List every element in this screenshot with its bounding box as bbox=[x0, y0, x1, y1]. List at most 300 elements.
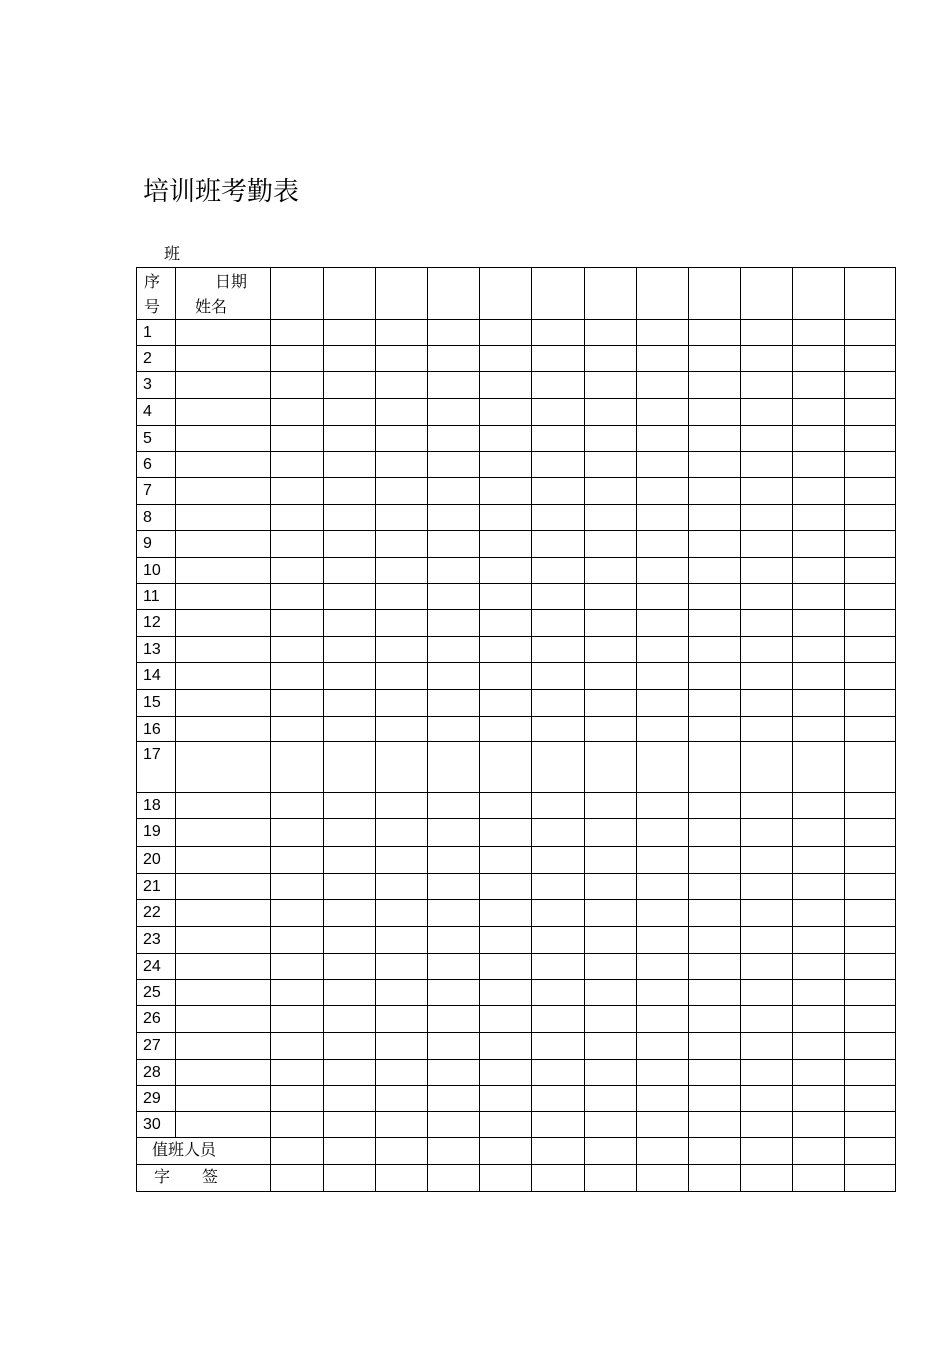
attendance-cell bbox=[636, 320, 688, 346]
name-cell[interactable] bbox=[176, 505, 271, 531]
attendance-cell bbox=[271, 452, 324, 478]
attendance-cell bbox=[271, 900, 324, 927]
attendance-cell bbox=[324, 478, 376, 505]
attendance-cell bbox=[792, 874, 844, 900]
attendance-cell bbox=[688, 637, 740, 663]
attendance-cell bbox=[376, 819, 428, 847]
attendance-cell bbox=[688, 742, 740, 793]
attendance-cell bbox=[271, 1006, 324, 1033]
attendance-cell bbox=[324, 399, 376, 426]
attendance-cell bbox=[271, 1112, 324, 1138]
attendance-cell bbox=[792, 637, 844, 663]
attendance-cell bbox=[271, 320, 324, 346]
attendance-cell bbox=[532, 531, 584, 558]
attendance-cell bbox=[584, 372, 636, 399]
attendance-cell bbox=[792, 452, 844, 478]
attendance-cell bbox=[271, 847, 324, 874]
attendance-cell bbox=[844, 610, 895, 637]
duty-cell bbox=[584, 1138, 636, 1165]
row-number: 10 bbox=[137, 558, 176, 584]
attendance-cell bbox=[844, 531, 895, 558]
attendance-cell bbox=[428, 819, 480, 847]
name-cell[interactable] bbox=[176, 1006, 271, 1033]
attendance-cell bbox=[740, 663, 792, 690]
attendance-cell bbox=[844, 320, 895, 346]
attendance-cell bbox=[636, 531, 688, 558]
name-cell[interactable] bbox=[176, 690, 271, 717]
attendance-cell bbox=[844, 346, 895, 372]
signature-cell bbox=[271, 1165, 324, 1192]
attendance-cell bbox=[532, 874, 584, 900]
attendance-cell bbox=[636, 980, 688, 1006]
attendance-cell bbox=[271, 346, 324, 372]
attendance-cell bbox=[688, 505, 740, 531]
attendance-cell bbox=[688, 663, 740, 690]
attendance-cell bbox=[532, 584, 584, 610]
attendance-cell bbox=[688, 346, 740, 372]
attendance-cell bbox=[532, 742, 584, 793]
name-cell[interactable] bbox=[176, 900, 271, 927]
attendance-cell bbox=[688, 980, 740, 1006]
attendance-cell bbox=[376, 346, 428, 372]
attendance-cell bbox=[844, 558, 895, 584]
attendance-cell bbox=[480, 346, 532, 372]
attendance-cell bbox=[324, 558, 376, 584]
date-header-cell bbox=[376, 268, 428, 320]
attendance-cell bbox=[324, 1060, 376, 1086]
attendance-cell bbox=[376, 742, 428, 793]
attendance-cell bbox=[532, 610, 584, 637]
attendance-cell bbox=[792, 900, 844, 927]
name-cell[interactable] bbox=[176, 742, 271, 793]
attendance-cell bbox=[532, 900, 584, 927]
signature-cell bbox=[428, 1165, 480, 1192]
attendance-cell bbox=[792, 1112, 844, 1138]
attendance-cell bbox=[844, 793, 895, 819]
attendance-cell bbox=[428, 847, 480, 874]
attendance-cell bbox=[428, 793, 480, 819]
attendance-cell bbox=[532, 663, 584, 690]
attendance-cell bbox=[480, 927, 532, 954]
attendance-cell bbox=[271, 954, 324, 980]
attendance-cell bbox=[636, 742, 688, 793]
attendance-cell bbox=[376, 558, 428, 584]
attendance-cell bbox=[480, 1033, 532, 1060]
attendance-cell bbox=[271, 1086, 324, 1112]
row-number: 30 bbox=[137, 1112, 176, 1138]
name-cell[interactable] bbox=[176, 610, 271, 637]
attendance-cell bbox=[584, 1006, 636, 1033]
attendance-cell bbox=[480, 793, 532, 819]
attendance-cell bbox=[584, 1033, 636, 1060]
table-row bbox=[137, 637, 896, 663]
attendance-cell bbox=[428, 954, 480, 980]
table-row bbox=[137, 690, 896, 717]
name-cell[interactable] bbox=[176, 346, 271, 372]
attendance-cell bbox=[584, 452, 636, 478]
attendance-cell bbox=[480, 900, 532, 927]
attendance-cell bbox=[740, 584, 792, 610]
duty-row bbox=[137, 1138, 896, 1165]
attendance-cell bbox=[844, 742, 895, 793]
attendance-cell bbox=[688, 1112, 740, 1138]
attendance-cell bbox=[271, 372, 324, 399]
date-header-cell bbox=[532, 268, 584, 320]
attendance-cell bbox=[792, 346, 844, 372]
attendance-cell bbox=[792, 320, 844, 346]
attendance-cell bbox=[584, 505, 636, 531]
row-number: 27 bbox=[137, 1033, 176, 1060]
table-row bbox=[137, 610, 896, 637]
duty-cell bbox=[376, 1138, 428, 1165]
attendance-cell bbox=[636, 900, 688, 927]
signature-cell bbox=[584, 1165, 636, 1192]
attendance-cell bbox=[324, 690, 376, 717]
attendance-cell bbox=[792, 558, 844, 584]
attendance-cell bbox=[324, 980, 376, 1006]
attendance-cell bbox=[376, 637, 428, 663]
attendance-cell bbox=[324, 1033, 376, 1060]
attendance-cell bbox=[792, 847, 844, 874]
attendance-cell bbox=[428, 399, 480, 426]
attendance-cell bbox=[480, 847, 532, 874]
attendance-cell bbox=[271, 927, 324, 954]
attendance-cell bbox=[376, 690, 428, 717]
attendance-cell bbox=[636, 1086, 688, 1112]
attendance-cell bbox=[271, 1060, 324, 1086]
name-cell[interactable] bbox=[176, 793, 271, 819]
attendance-cell bbox=[740, 346, 792, 372]
attendance-cell bbox=[428, 742, 480, 793]
signature-cell bbox=[480, 1165, 532, 1192]
attendance-cell bbox=[584, 954, 636, 980]
name-cell[interactable] bbox=[176, 927, 271, 954]
name-cell[interactable] bbox=[176, 558, 271, 584]
row-number: 4 bbox=[137, 399, 176, 426]
name-cell[interactable] bbox=[176, 1112, 271, 1138]
attendance-cell bbox=[740, 793, 792, 819]
attendance-cell bbox=[480, 558, 532, 584]
attendance-cell bbox=[480, 452, 532, 478]
attendance-cell bbox=[428, 1033, 480, 1060]
attendance-cell bbox=[584, 793, 636, 819]
attendance-cell bbox=[584, 927, 636, 954]
attendance-cell bbox=[428, 452, 480, 478]
name-cell[interactable] bbox=[176, 372, 271, 399]
attendance-cell bbox=[636, 927, 688, 954]
attendance-cell bbox=[428, 610, 480, 637]
attendance-cell bbox=[271, 793, 324, 819]
name-cell[interactable] bbox=[176, 954, 271, 980]
signature-cell bbox=[636, 1165, 688, 1192]
table-row bbox=[137, 531, 896, 558]
name-cell[interactable] bbox=[176, 717, 271, 742]
table-row bbox=[137, 505, 896, 531]
attendance-cell bbox=[532, 1112, 584, 1138]
name-cell[interactable] bbox=[176, 637, 271, 663]
signature-row bbox=[137, 1165, 896, 1192]
attendance-cell bbox=[688, 531, 740, 558]
attendance-cell bbox=[688, 954, 740, 980]
attendance-cell bbox=[844, 505, 895, 531]
attendance-cell bbox=[792, 610, 844, 637]
attendance-cell bbox=[532, 558, 584, 584]
attendance-cell bbox=[376, 900, 428, 927]
attendance-cell bbox=[271, 980, 324, 1006]
row-number: 1 bbox=[137, 320, 176, 346]
attendance-cell bbox=[271, 610, 324, 637]
signature-char-1: 字 bbox=[154, 1167, 171, 1186]
attendance-cell bbox=[740, 927, 792, 954]
serial-label-line2: 号 bbox=[144, 297, 161, 316]
attendance-cell bbox=[324, 663, 376, 690]
attendance-cell bbox=[584, 531, 636, 558]
attendance-cell bbox=[532, 320, 584, 346]
page-title: 培训班考勤表 bbox=[143, 177, 300, 207]
row-number: 17 bbox=[137, 742, 176, 793]
attendance-cell bbox=[376, 531, 428, 558]
attendance-cell bbox=[844, 452, 895, 478]
attendance-cell bbox=[740, 399, 792, 426]
attendance-cell bbox=[584, 1060, 636, 1086]
attendance-cell bbox=[740, 505, 792, 531]
name-cell[interactable] bbox=[176, 531, 271, 558]
attendance-cell bbox=[324, 505, 376, 531]
attendance-cell bbox=[324, 900, 376, 927]
attendance-cell bbox=[636, 426, 688, 452]
attendance-cell bbox=[376, 847, 428, 874]
name-cell[interactable] bbox=[176, 819, 271, 847]
attendance-cell bbox=[688, 584, 740, 610]
attendance-cell bbox=[376, 1086, 428, 1112]
row-number: 15 bbox=[137, 690, 176, 717]
table-row bbox=[137, 927, 896, 954]
row-number: 3 bbox=[137, 372, 176, 399]
signature-cell bbox=[740, 1165, 792, 1192]
attendance-cell bbox=[480, 426, 532, 452]
attendance-cell bbox=[376, 980, 428, 1006]
attendance-cell bbox=[844, 637, 895, 663]
attendance-cell bbox=[532, 372, 584, 399]
attendance-cell bbox=[428, 1086, 480, 1112]
attendance-cell bbox=[271, 531, 324, 558]
name-cell[interactable] bbox=[176, 1060, 271, 1086]
attendance-cell bbox=[480, 637, 532, 663]
attendance-cell bbox=[688, 399, 740, 426]
header-row bbox=[137, 268, 896, 320]
date-label: 日期 bbox=[215, 272, 248, 291]
attendance-cell bbox=[636, 819, 688, 847]
attendance-cell bbox=[376, 505, 428, 531]
attendance-cell bbox=[740, 874, 792, 900]
table-row bbox=[137, 1006, 896, 1033]
attendance-cell bbox=[844, 478, 895, 505]
attendance-cell bbox=[271, 874, 324, 900]
name-cell[interactable] bbox=[176, 320, 271, 346]
attendance-cell bbox=[792, 717, 844, 742]
name-cell[interactable] bbox=[176, 478, 271, 505]
attendance-cell bbox=[480, 1006, 532, 1033]
attendance-cell bbox=[740, 980, 792, 1006]
attendance-cell bbox=[584, 847, 636, 874]
attendance-cell bbox=[480, 874, 532, 900]
attendance-cell bbox=[376, 320, 428, 346]
attendance-cell bbox=[376, 1006, 428, 1033]
name-cell[interactable] bbox=[176, 584, 271, 610]
signature-cell bbox=[688, 1165, 740, 1192]
attendance-cell bbox=[376, 927, 428, 954]
attendance-cell bbox=[792, 426, 844, 452]
table-row bbox=[137, 954, 896, 980]
table-row bbox=[137, 793, 896, 819]
attendance-cell bbox=[636, 1112, 688, 1138]
attendance-cell bbox=[584, 874, 636, 900]
attendance-cell bbox=[532, 1033, 584, 1060]
date-header-cell bbox=[480, 268, 532, 320]
attendance-cell bbox=[480, 1086, 532, 1112]
table-row bbox=[137, 558, 896, 584]
attendance-cell bbox=[324, 793, 376, 819]
attendance-cell bbox=[532, 1060, 584, 1086]
attendance-cell bbox=[844, 1060, 895, 1086]
name-cell[interactable] bbox=[176, 1033, 271, 1060]
attendance-cell bbox=[428, 426, 480, 452]
attendance-cell bbox=[688, 900, 740, 927]
attendance-cell bbox=[376, 372, 428, 399]
table-row bbox=[137, 372, 896, 399]
table-row bbox=[137, 847, 896, 874]
attendance-cell bbox=[636, 372, 688, 399]
attendance-cell bbox=[636, 346, 688, 372]
name-cell[interactable] bbox=[176, 874, 271, 900]
attendance-cell bbox=[376, 1112, 428, 1138]
attendance-cell bbox=[271, 558, 324, 584]
attendance-cell bbox=[584, 584, 636, 610]
attendance-cell bbox=[324, 346, 376, 372]
attendance-cell bbox=[324, 874, 376, 900]
attendance-cell bbox=[532, 1006, 584, 1033]
duty-cell bbox=[324, 1138, 376, 1165]
attendance-cell bbox=[844, 900, 895, 927]
attendance-cell bbox=[740, 558, 792, 584]
attendance-cell bbox=[844, 874, 895, 900]
attendance-cell bbox=[324, 847, 376, 874]
attendance-cell bbox=[688, 478, 740, 505]
attendance-cell bbox=[792, 742, 844, 793]
attendance-cell bbox=[376, 663, 428, 690]
row-number: 26 bbox=[137, 1006, 176, 1033]
attendance-cell bbox=[584, 637, 636, 663]
attendance-cell bbox=[584, 1112, 636, 1138]
attendance-cell bbox=[428, 584, 480, 610]
attendance-cell bbox=[844, 819, 895, 847]
row-number: 12 bbox=[137, 610, 176, 637]
name-cell[interactable] bbox=[176, 1086, 271, 1112]
name-cell[interactable] bbox=[176, 663, 271, 690]
name-cell[interactable] bbox=[176, 426, 271, 452]
attendance-cell bbox=[324, 320, 376, 346]
attendance-cell bbox=[584, 346, 636, 372]
attendance-cell bbox=[428, 637, 480, 663]
table-row bbox=[137, 717, 896, 742]
attendance-cell bbox=[480, 980, 532, 1006]
attendance-cell bbox=[271, 717, 324, 742]
date-header-cell bbox=[636, 268, 688, 320]
table-row bbox=[137, 478, 896, 505]
attendance-cell bbox=[688, 452, 740, 478]
table-row bbox=[137, 426, 896, 452]
attendance-cell bbox=[271, 584, 324, 610]
attendance-cell bbox=[688, 610, 740, 637]
attendance-cell bbox=[532, 1086, 584, 1112]
duty-cell bbox=[688, 1138, 740, 1165]
table-row bbox=[137, 819, 896, 847]
name-cell[interactable] bbox=[176, 452, 271, 478]
attendance-cell bbox=[584, 819, 636, 847]
attendance-cell bbox=[792, 1060, 844, 1086]
attendance-cell bbox=[636, 1033, 688, 1060]
attendance-cell bbox=[324, 927, 376, 954]
signature-cell bbox=[532, 1165, 584, 1192]
attendance-cell bbox=[324, 819, 376, 847]
table-row bbox=[137, 742, 896, 793]
attendance-cell bbox=[688, 320, 740, 346]
duty-cell bbox=[271, 1138, 324, 1165]
attendance-cell bbox=[636, 558, 688, 584]
table-row bbox=[137, 399, 896, 426]
attendance-cell bbox=[844, 980, 895, 1006]
name-cell[interactable] bbox=[176, 980, 271, 1006]
attendance-cell bbox=[636, 452, 688, 478]
table-row bbox=[137, 1112, 896, 1138]
table-row bbox=[137, 584, 896, 610]
row-number: 20 bbox=[137, 847, 176, 874]
attendance-cell bbox=[688, 927, 740, 954]
date-header-cell bbox=[271, 268, 324, 320]
row-number: 13 bbox=[137, 637, 176, 663]
attendance-cell bbox=[376, 452, 428, 478]
attendance-cell bbox=[376, 399, 428, 426]
class-label: 班 bbox=[164, 244, 181, 263]
attendance-cell bbox=[688, 372, 740, 399]
date-header-cell bbox=[428, 268, 480, 320]
table-row bbox=[137, 320, 896, 346]
attendance-cell bbox=[740, 1112, 792, 1138]
attendance-cell bbox=[844, 1112, 895, 1138]
attendance-cell bbox=[688, 819, 740, 847]
attendance-cell bbox=[844, 847, 895, 874]
attendance-cell bbox=[480, 372, 532, 399]
attendance-cell bbox=[271, 505, 324, 531]
row-number: 2 bbox=[137, 346, 176, 372]
attendance-cell bbox=[428, 372, 480, 399]
attendance-cell bbox=[480, 584, 532, 610]
attendance-cell bbox=[480, 717, 532, 742]
date-header-cell bbox=[740, 268, 792, 320]
attendance-cell bbox=[740, 1086, 792, 1112]
attendance-cell bbox=[480, 610, 532, 637]
attendance-cell bbox=[584, 663, 636, 690]
table-row bbox=[137, 1033, 896, 1060]
name-cell[interactable] bbox=[176, 847, 271, 874]
signature-cell bbox=[844, 1165, 895, 1192]
attendance-cell bbox=[688, 426, 740, 452]
row-number: 16 bbox=[137, 717, 176, 742]
attendance-cell bbox=[740, 320, 792, 346]
name-cell[interactable] bbox=[176, 399, 271, 426]
attendance-cell bbox=[792, 819, 844, 847]
signature-cell bbox=[792, 1165, 844, 1192]
